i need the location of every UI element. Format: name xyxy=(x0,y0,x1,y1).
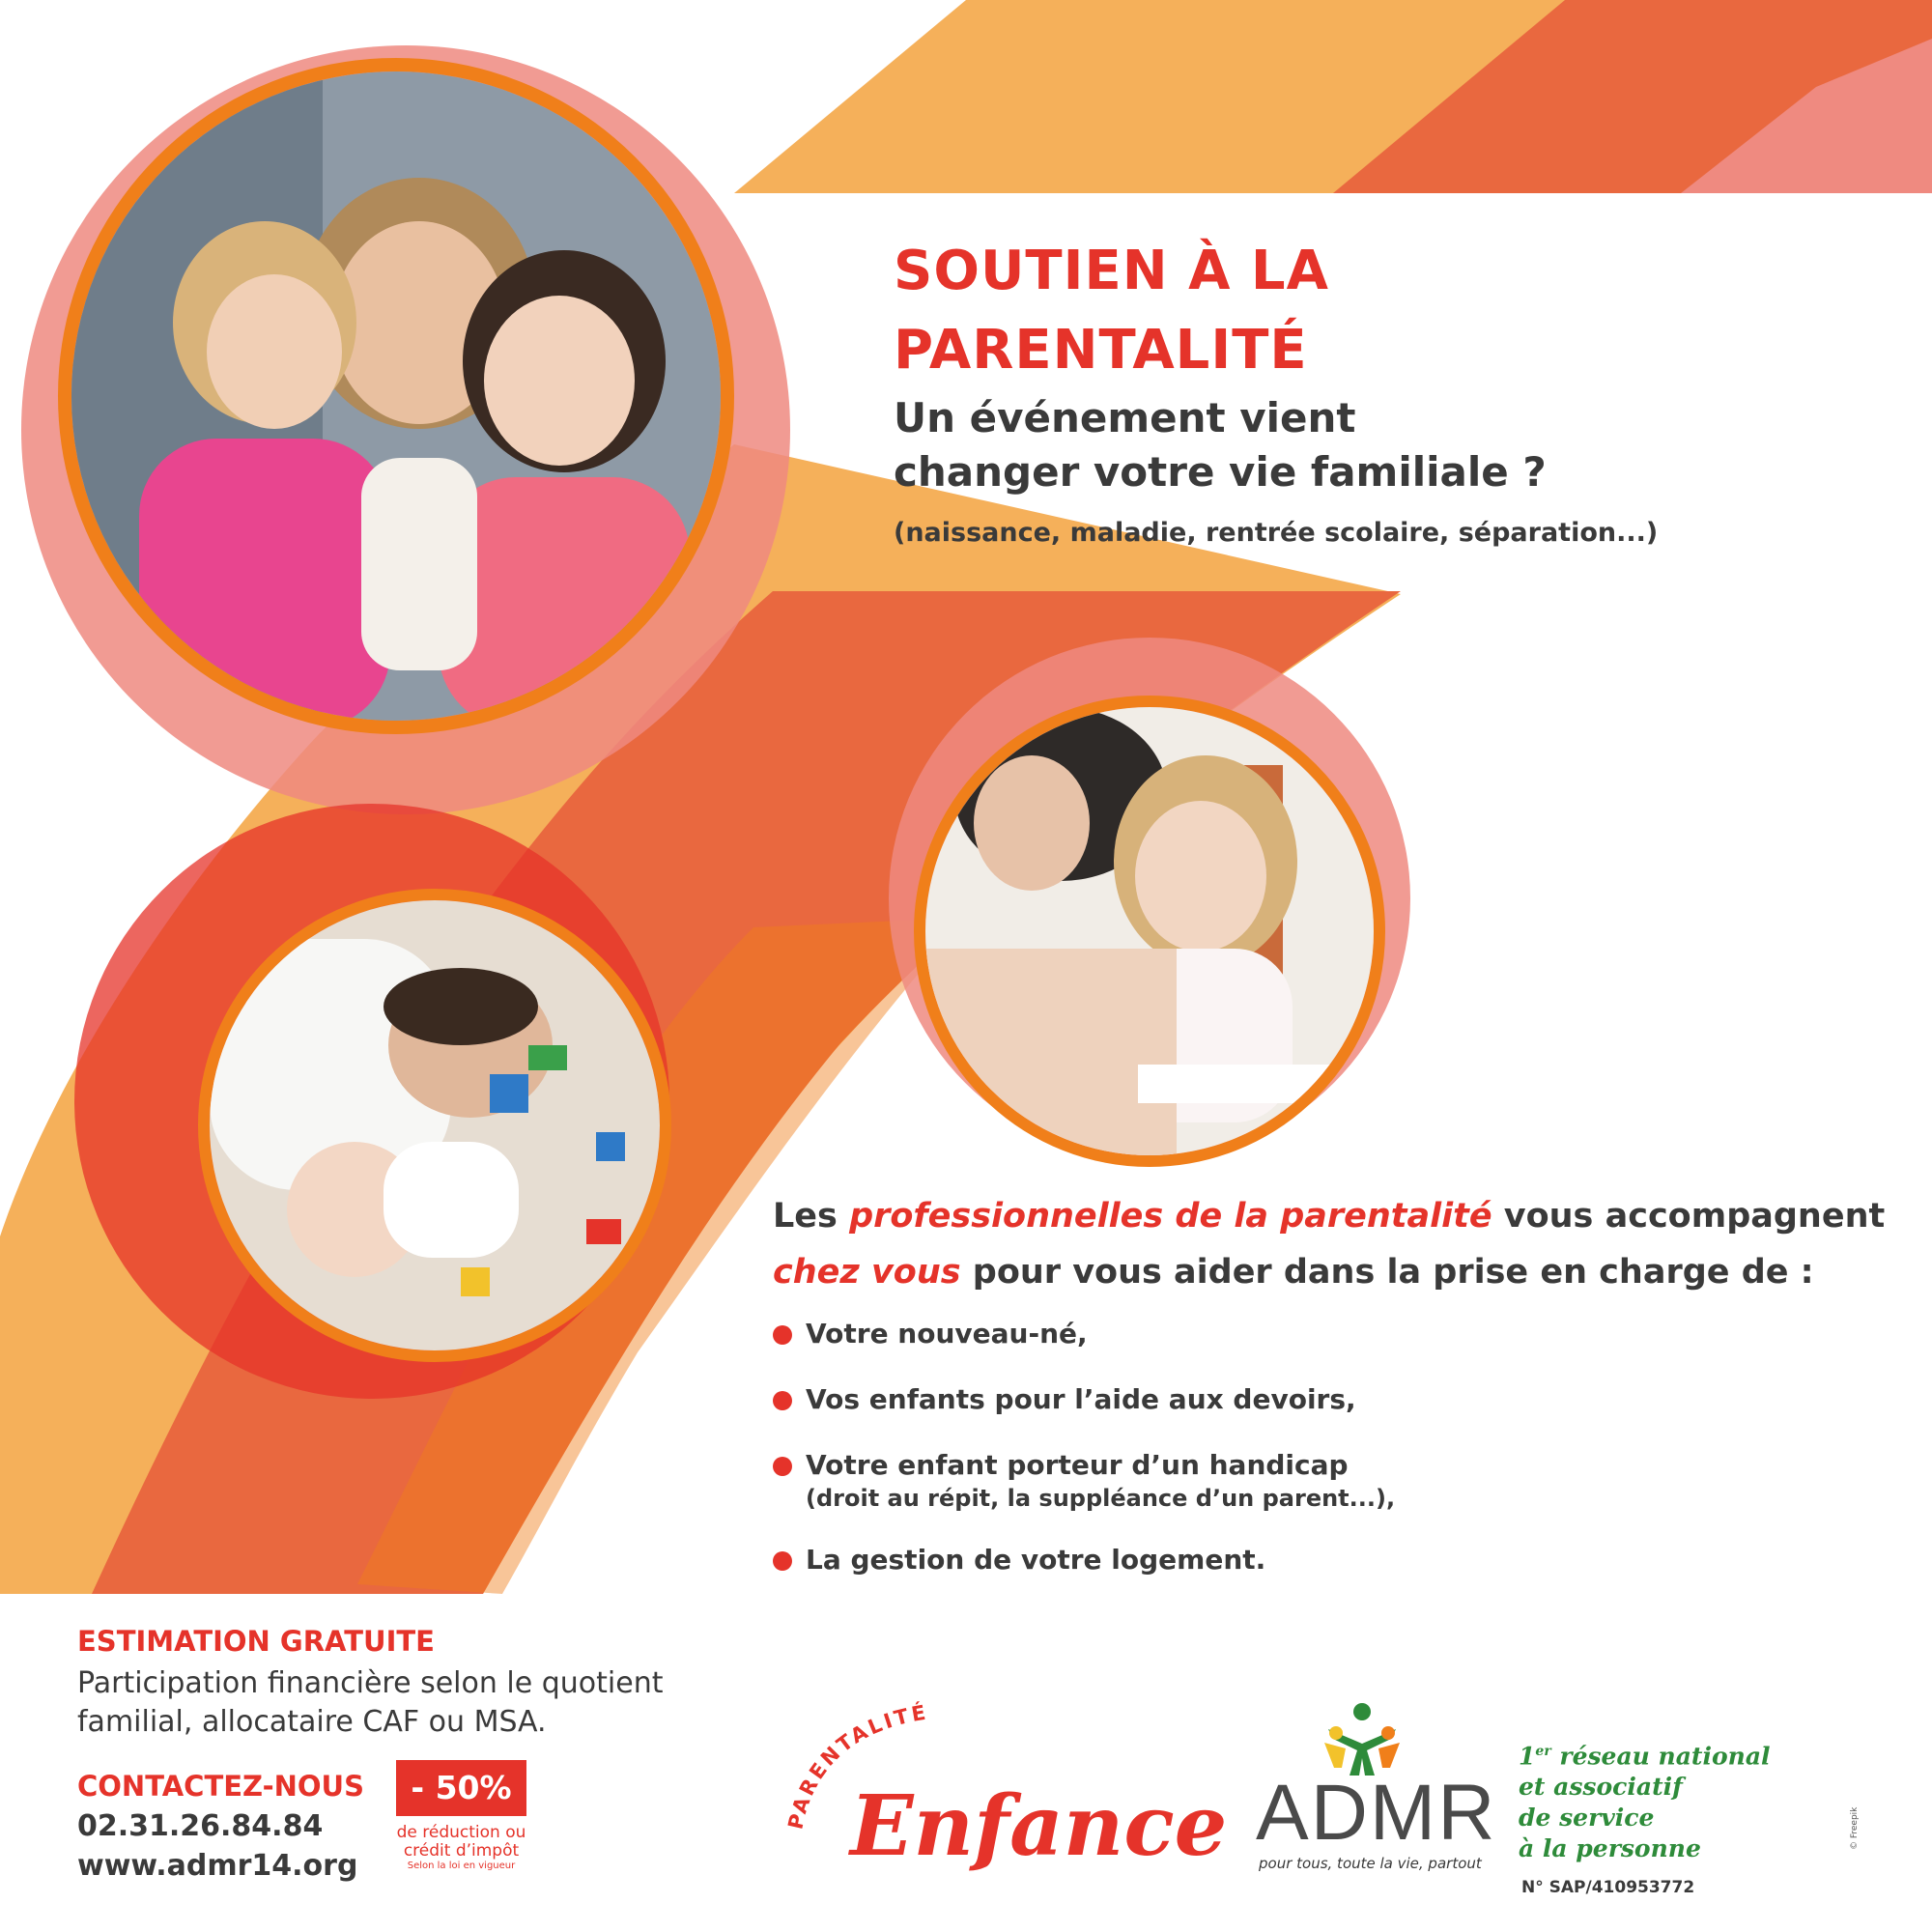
contact-phone[interactable]: 02.31.26.84.84 xyxy=(77,1809,324,1843)
photo-credit: © Freepik xyxy=(1850,1806,1860,1850)
reseau-superscript: er xyxy=(1535,1744,1551,1759)
discount-legal-note: Selon la loi en vigueur xyxy=(407,1861,516,1871)
intro-text: Les xyxy=(773,1197,850,1236)
bullet-icon xyxy=(773,1551,792,1571)
contact-heading: CONTACTEZ-NOUS xyxy=(77,1770,364,1803)
bullet-icon xyxy=(773,1391,792,1410)
service-text: Votre nouveau-né, xyxy=(806,1318,1088,1350)
service-text: Votre enfant porteur d’un handicap xyxy=(806,1449,1349,1481)
service-text: Vos enfants pour l’aide aux devoirs, xyxy=(806,1383,1356,1415)
father-baby-illustration-icon xyxy=(210,900,660,1350)
examples-note: (naissance, maladie, rentrée scolaire, séparation...) xyxy=(894,518,1659,548)
reseau-line-3: de service xyxy=(1519,1804,1655,1833)
photo-woman-helping-girl-drawing xyxy=(914,696,1385,1167)
list-item xyxy=(773,1381,1395,1418)
intro-text: vous accompagnent xyxy=(1492,1197,1886,1236)
subtitle-line-1: Un événement vient xyxy=(894,394,1356,441)
photo-father-baby-toy-blocks xyxy=(198,889,671,1362)
admr-tagline: pour tous, toute la vie, partout xyxy=(1259,1855,1482,1872)
drawing-illustration-icon xyxy=(925,707,1374,1155)
service-text: La gestion de votre logement. xyxy=(806,1544,1266,1576)
contact-website[interactable]: www.admr14.org xyxy=(77,1849,358,1883)
estimation-text: Participation financière selon le quotient familial, allocataire CAF ou MSA. xyxy=(77,1666,664,1739)
reseau-prefix: 1 xyxy=(1519,1742,1536,1771)
bullet-icon xyxy=(773,1457,792,1476)
intro-paragraph xyxy=(773,1188,1893,1300)
services-list xyxy=(773,1316,1395,1607)
photo-mother-two-daughters xyxy=(58,58,734,734)
reseau-line-2: et associatif xyxy=(1519,1773,1683,1802)
discount-text xyxy=(382,1824,541,1872)
reseau-line-1: réseau national xyxy=(1550,1742,1771,1771)
admr-logo-text: ADMR xyxy=(1256,1769,1497,1857)
list-item xyxy=(773,1447,1395,1513)
intro-highlight-professionals: professionnelles de la parentalité xyxy=(849,1197,1492,1236)
discount-badge: - 50% xyxy=(396,1760,526,1816)
list-item xyxy=(773,1542,1395,1578)
reseau-line-4: à la personne xyxy=(1519,1834,1701,1863)
family-illustration-icon xyxy=(71,71,721,721)
sap-number: N° SAP/410953772 xyxy=(1521,1878,1695,1897)
estimation-heading: ESTIMATION GRATUITE xyxy=(77,1625,435,1658)
admr-network-description xyxy=(1519,1736,1771,1864)
subtitle-line-2: changer votre vie familiale ? xyxy=(894,448,1547,496)
list-item xyxy=(773,1316,1395,1352)
bullet-icon xyxy=(773,1325,792,1345)
page-subtitle xyxy=(894,391,1547,499)
intro-text: pour vous aider dans la prise en charge de : xyxy=(960,1253,1814,1292)
discount-description: de réduction ou crédit d’impôt xyxy=(396,1823,526,1861)
enfance-logo-text: Enfance xyxy=(850,1777,1228,1875)
intro-highlight-home: chez vous xyxy=(773,1253,961,1292)
admr-people-icon xyxy=(1319,1700,1406,1777)
title-line-2: PARENTALITÉ xyxy=(894,319,1308,382)
service-subtext: (droit au répit, la suppléance d’un parent...), xyxy=(806,1485,1396,1512)
page-title xyxy=(894,232,1329,390)
title-line-1: SOUTIEN À LA xyxy=(894,240,1329,302)
parentalite-arc-text: PARENTALITÉ xyxy=(783,1700,930,1832)
